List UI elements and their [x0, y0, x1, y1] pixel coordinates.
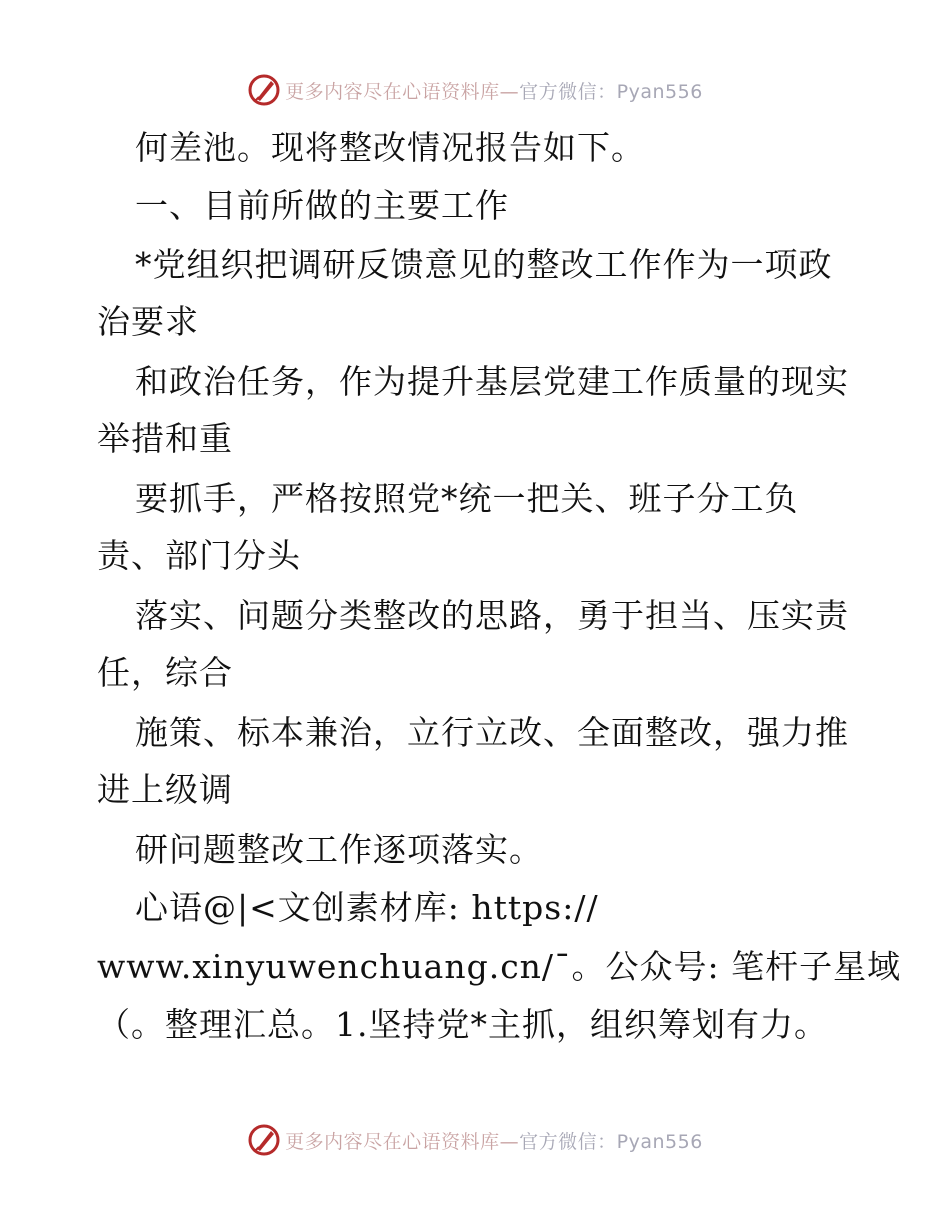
banner-wechat: 官方微信：Pyan556 — [519, 80, 703, 103]
banner-label: 更多内容尽在心语资料库— — [285, 1130, 520, 1153]
text-line: 何差池。现将整改情况报告如下。 — [135, 128, 645, 167]
text-line: （。整理汇总。1.坚持党*主抓，组织筹划有力。 — [97, 1005, 828, 1044]
text-line: 施策、标本兼治，立行立改、全面整改，强力推 — [135, 713, 849, 752]
text-line: 和政治任务，作为提升基层党建工作质量的现实 — [135, 362, 849, 401]
banner-label: 更多内容尽在心语资料库— — [285, 80, 520, 103]
footer-watermark — [0, 1120, 950, 1160]
text-line: 治要求 — [97, 302, 199, 341]
text-line: 举措和重 — [97, 419, 233, 458]
text-line: 任，综合 — [97, 653, 233, 692]
text-line: *党组织把调研反馈意见的整改工作作为一项政 — [135, 245, 833, 284]
header-watermark — [0, 70, 950, 110]
text-line: 责、部门分头 — [97, 536, 301, 575]
quill-logo-icon — [247, 73, 281, 107]
section-heading: 一、目前所做的主要工作 — [135, 186, 509, 225]
text-line: 心语@|<文创素材库: https:// — [135, 888, 599, 927]
text-line: 要抓手，严格按照党*统一把关、班子分工负 — [135, 479, 799, 518]
text-line: www.xinyuwenchuang.cn/¯。公众号: 笔杆子星域 — [97, 947, 902, 986]
text-line: 研问题整改工作逐项落实。 — [135, 830, 543, 869]
quill-logo-icon — [247, 1123, 281, 1157]
text-line: 落实、问题分类整改的思路，勇于担当、压实责 — [135, 596, 849, 635]
text-line: 进上级调 — [97, 770, 233, 809]
banner-wechat: 官方微信：Pyan556 — [519, 1130, 703, 1153]
